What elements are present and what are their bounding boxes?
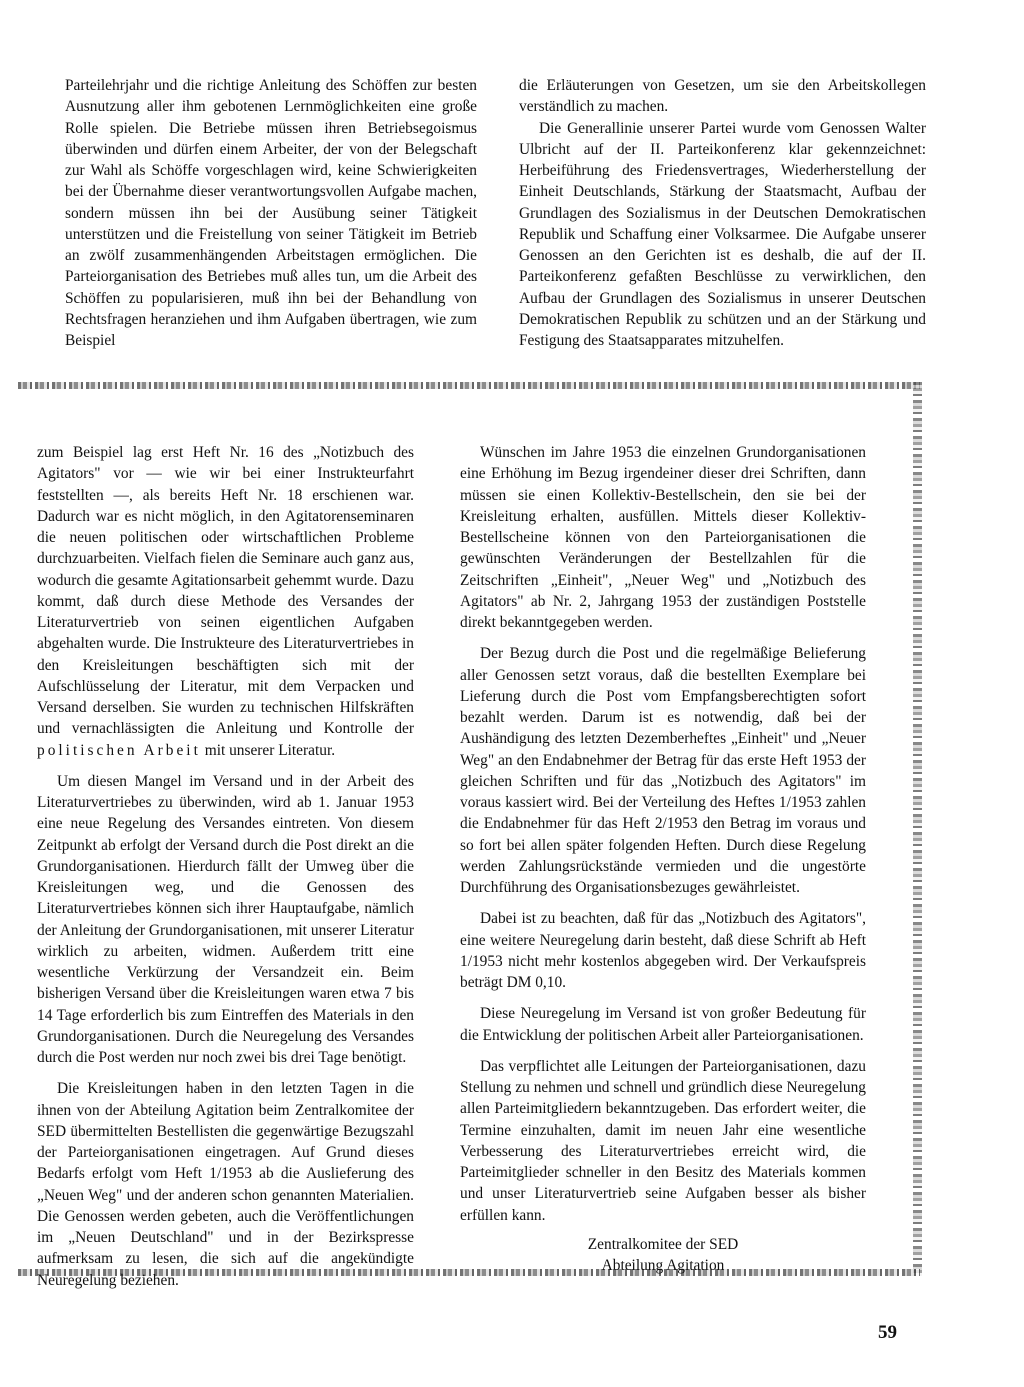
paragraph: Diese Neuregelung im Versand ist von großer Bedeutung für die Entwicklung der politischen Arbeit aller Parteiorganisationen. [460,1005,866,1044]
column-top-left [65,75,477,351]
paragraph [37,442,414,761]
border-right [913,382,922,1276]
paragraph: Der Bezug durch die Post und die regelmäßige Belieferung aller Genossen setzt voraus, daß die bestellten Exemplare bei Lieferung durch die Post vom Empfangsberechtigten sofort bezahlt werden. Darum ist es notwendig, daß bei der Aushändigung des letzten Dezemberheftes „Einheit" und „Neuer Weg" an den Endabnehmer der Betrag für das erste Heft 1953 der gleichen Schriften und für das „Notizbuch des Agitators" im voraus kassiert wird. Bei der Verteilung des Heftes 1/1953 zahlen die Endabnehmer für das Heft 2/1953 den Betrag im voraus und so fort bei allen später folgenden Heften. Durch diese Regelung werden Zahlungsrückstände vermieden und die ungestörte Durchführung des Organisationsbezuges gewährleistet. [460,645,866,896]
paragraph: Die Kreisleitungen haben in den letzten Tagen in die ihnen von der Abteilung Agitation beim Zentralkomitee der SED übermittelten Bestellisten die gegenwärtige Bezugszahl der Parteiorganisationen eingetragen. Auf Grund dieses Bedarfs erfolgt vom Heft 1/1953 ab die Auslieferung des „Neuen Weg" und der anderen schon genannten Materialien. Die Genossen werden gebeten, auch die Veröffentlichungen im „Neuen Deutschland" und in der Bezirkspresse aufmerksam zu lesen, die sich auf die angekündigte Neuregelung beziehen. [37,1080,414,1289]
paragraph: Wünschen im Jahre 1953 die einzelnen Grundorganisationen eine Erhöhung im Bezug irgendeiner dieser drei Schriften, dann müssen sie einen Kollektiv-Bestellschein, den sie bei der Kreisleitung erhalten, ausfüllen. Mittels dieser Kollektiv-Bestellscheine können von den Parteiorganisationen die gewünschten Veränderungen der Bestellzahlen für die Zeitschriften „Einheit", „Neuer Weg" und „Notizbuch des Agitators" ab Nr. 2, Jahrgang 1953 der zuständigen Poststelle direkt bekanntgegeben werden. [460,444,866,631]
page-number: 59 [878,1322,897,1343]
border-top [18,382,920,389]
paragraph: Um diesen Mangel im Versand und in der Arbeit des Literaturvertriebes zu überwinden, wird ab 1. Januar 1953 eine neue Regelung des Versandes eintreten. Von diesem Zeitpunkt ab erfolgt der Versand durch die Post direkt an die Grundorganisationen. Hierdurch fällt der Umweg über die Kreisleitungen weg, und die Genossen des Literaturvertriebes können sich ihrer Hauptaufgabe, nämlich der Anleitung der Grundorganisationen, mit unserer Literatur wirklich zu arbeiten, widmen. Außerdem tritt eine wesentliche Verkürzung der Versandzeit ein. Beim bisherigen Versand über die Kreisleitungen waren etwa 7 bis 14 Tage erforderlich bis zum Eintreffen des Materials in den Grundorganisationen. Durch die Neuregelung des Versandes durch die Post werden nur noch zwei bis drei Tage benötigt. [37,772,414,1066]
paragraph: Die Generallinie unserer Partei wurde vom Genossen Walter Ulbricht auf der II. Parteikonferenz klar gekennzeichnet: Herbeiführung des Friedensvertrages, Wiederherstellung der Einheit Deutschlands, Stärkung der Staatsmacht, Aufbau der Grundlagen des Sozialismus in der Deutschen Demokratischen Republik und Schaffung einer Volksarmee. Die Aufgabe unserer Genossen an den Gerichten ist es deshalb, die auf der II. Parteikonferenz gefaßten Beschlüsse zu verwirklichen, den Aufbau der Grundlagen des Sozialismus in unserer Deutschen Demokratischen Republik zu schützen und an der Stärkung und Festigung des Staatsapparates mitzuhelfen. [519,119,926,349]
column-bottom-right [460,442,866,1276]
column-top-right [519,75,926,351]
paragraph-text: mit unserer Literatur. [204,741,336,759]
paragraph: Das verpflichtet alle Leitungen der Parteiorganisationen, dazu Stellung zu nehmen und schnell und gründlich diese Neuregelung allen Parteimitgliedern bekanntzugeben. Das erfordert weiter, die Termine einzuhalten, damit im neuen Jahr eine wesentliche Verbesserung des Literaturvertriebes erreicht wird, die Parteimitglieder schneller in den Besitz des Materials kommen und unser Literaturvertrieb seine Aufgaben besser als bisher erfüllen kann. [460,1057,866,1224]
signature-line-2: Abteilung Agitation [601,1257,725,1274]
paragraph-text: zum Beispiel lag erst Heft Nr. 16 des „Notizbuch des Agitators" vor — wie wir bei einer Instrukteurfahrt feststellten —, als bereits Heft Nr. 18 erschienen war. Dadurch war es nicht möglich, in den Agitatorenseminaren die neuen politischen oder wirtschaftlichen Probleme durchzuarbeiten. Vielfach fielen die Seminare auch ganz aus, wodurch die gesamte Agitationsarbeit gehemmt wurde. Dazu kommt, daß durch diese Methode des Versandes der Literaturvertrieb von seinen eigentlichen Aufgaben abgehalten wurde. Die Instrukteure des Literaturvertriebes in den Kreisleitungen beschäftigten sich mit der Aufschlüsselung der Literatur, mit dem Verpacken und Versand derselben. Sie wurden zu technischen Hilfskräften und vernachlässigten die Anleitung und Kontrolle der [37,444,414,738]
column-bottom-left [37,442,414,1291]
paragraph: die Erläuterungen von Gesetzen, um sie den Arbeitskollegen verständlich zu machen. [519,77,926,116]
emphasis-spaced: politischen Arbeit [37,741,201,759]
signature-line-1: Zentralkomitee der SED [587,1235,739,1253]
paragraph: Parteilehrjahr und die richtige Anleitung des Schöffen zur besten Ausnutzung aller ihm gebotenen Lernmöglichkeiten eine große Rolle spielen. Die Betriebe müssen ihren Betriebsegoismus überwinden und dürfen einem Arbeiter, der von der Belegschaft zur Wahl als Schöffe vorgeschlagen wird, keine Schwierigkeiten bei der Übernahme dieser verantwortungsvollen Aufgabe machen, sondern müssen ihn bei der Ausübung seiner Tätigkeit unterstützen und die Freistellung von seiner Tätigkeit im Betrieb an zwölf zusammenhängenden Arbeitstagen ermöglichen. Die Parteiorganisation des Betriebes muß alles tun, um die Arbeit des Schöffen zu popularisieren, muß ihn bei der Behandlung von Rechtsfragen heranziehen und ihm Aufgaben übertragen, wie zum Beispiel [65,77,477,349]
paragraph: Dabei ist zu beachten, daß für das „Notizbuch des Agitators", eine weitere Neuregelung darin besteht, daß diese Schrift ab Heft 1/1953 nicht mehr kostenlos abgegeben wird. Der Verkaufspreis beträgt DM 0,10. [460,910,866,991]
